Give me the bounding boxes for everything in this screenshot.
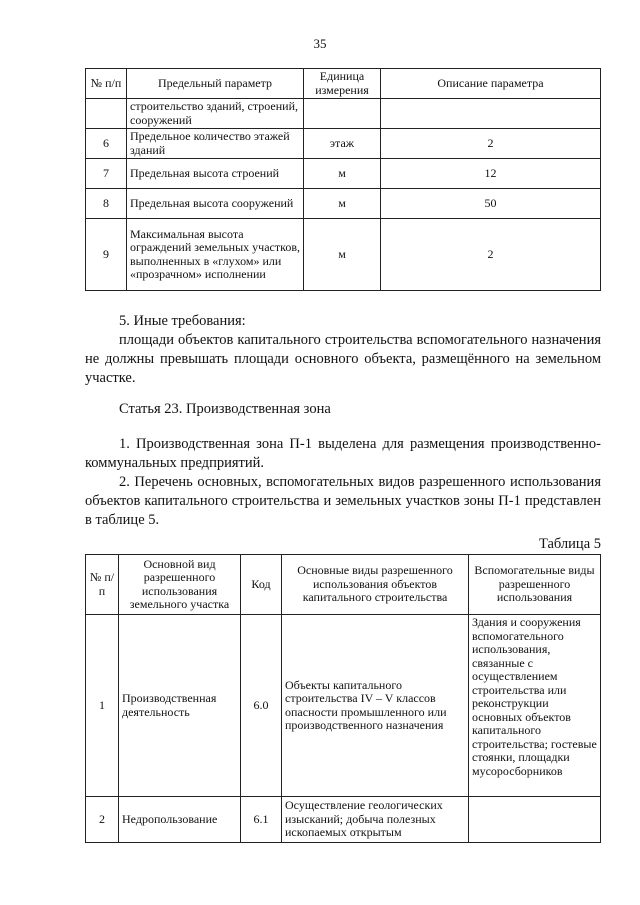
row-main: Производственная деятельность — [119, 615, 241, 797]
table-row — [86, 615, 601, 797]
table-row — [86, 219, 601, 291]
header-code: Код — [241, 555, 282, 615]
row-num: 6 — [86, 129, 127, 159]
table-caption: Таблица 5 — [538, 536, 601, 552]
article-heading: Статья 23. Производственная зона — [119, 401, 331, 417]
header-unit: Единица измерения — [304, 69, 381, 99]
header-objects: Основные виды разрешенного использования объектов капитального строительства — [282, 555, 469, 615]
row-desc: 50 — [381, 189, 601, 219]
row-unit — [304, 99, 381, 129]
header-main: Основной вид разрешенного использования земельного участка — [119, 555, 241, 615]
row-aux — [469, 797, 601, 843]
section5-text: площади объектов капитального строительства вспомогательного назначения не должны превышать площади основного объекта, размещённого на земельном участке. — [85, 332, 601, 386]
row-num — [86, 99, 127, 129]
row-desc: 2 — [381, 129, 601, 159]
header-desc: Описание параметра — [381, 69, 601, 99]
row-unit: м — [304, 219, 381, 291]
row-desc: 12 — [381, 159, 601, 189]
table-header-row — [86, 555, 601, 615]
header-param: Предельный параметр — [127, 69, 304, 99]
row-param: строительство зданий, строений, сооружений — [127, 99, 304, 129]
row-unit: м — [304, 159, 381, 189]
table-row — [86, 129, 601, 159]
row-num: 2 — [86, 797, 119, 843]
row-param: Предельное количество этажей зданий — [127, 129, 304, 159]
table-header-row — [86, 69, 601, 99]
row-unit: этаж — [304, 129, 381, 159]
article-paragraph-2: 2. Перечень основных, вспомогательных видов разрешенного использования объектов капитального строительства и земельных участков зоны П-1 представлен в таблице 5. — [85, 474, 601, 528]
row-param: Предельная высота сооружений — [127, 189, 304, 219]
row-num: 1 — [86, 615, 119, 797]
table-row — [86, 189, 601, 219]
row-main: Недропользование — [119, 797, 241, 843]
row-param: Максимальная высота ограждений земельных участков, выполненных в «глухом» или «прозрачном» исполнении — [127, 219, 304, 291]
page-number: 35 — [313, 36, 327, 51]
row-aux: Здания и сооружения вспомогательного использования, связанные с осуществлением строительства или реконструкции основных объектов капитального строительства; гостевые стоянки, площадки мусоросборников — [469, 615, 601, 797]
row-param: Предельная высота строений — [127, 159, 304, 189]
row-num: 9 — [86, 219, 127, 291]
header-num: № п/п — [86, 555, 119, 615]
row-num: 8 — [86, 189, 127, 219]
row-objects: Осуществление геологических изысканий; добыча полезных ископаемых открытым — [282, 797, 469, 843]
row-unit: м — [304, 189, 381, 219]
row-code: 6.0 — [241, 615, 282, 797]
limits-table — [85, 68, 601, 291]
article-paragraph-1: 1. Производственная зона П-1 выделена для размещения производственно-коммунальных предприятий. — [85, 436, 601, 471]
header-num: № п/п — [86, 69, 127, 99]
row-code: 6.1 — [241, 797, 282, 843]
zone-table — [85, 554, 601, 843]
row-desc: 2 — [381, 219, 601, 291]
row-num: 7 — [86, 159, 127, 189]
table-row — [86, 797, 601, 843]
table-row — [86, 99, 601, 129]
table-row — [86, 159, 601, 189]
header-aux: Вспомогательные виды разрешенного использования — [469, 555, 601, 615]
section5-title: 5. Иные требования: — [119, 313, 246, 329]
row-desc — [381, 99, 601, 129]
row-objects: Объекты капитального строительства IV – V классов опасности промышленного или производственного назначения — [282, 615, 469, 797]
